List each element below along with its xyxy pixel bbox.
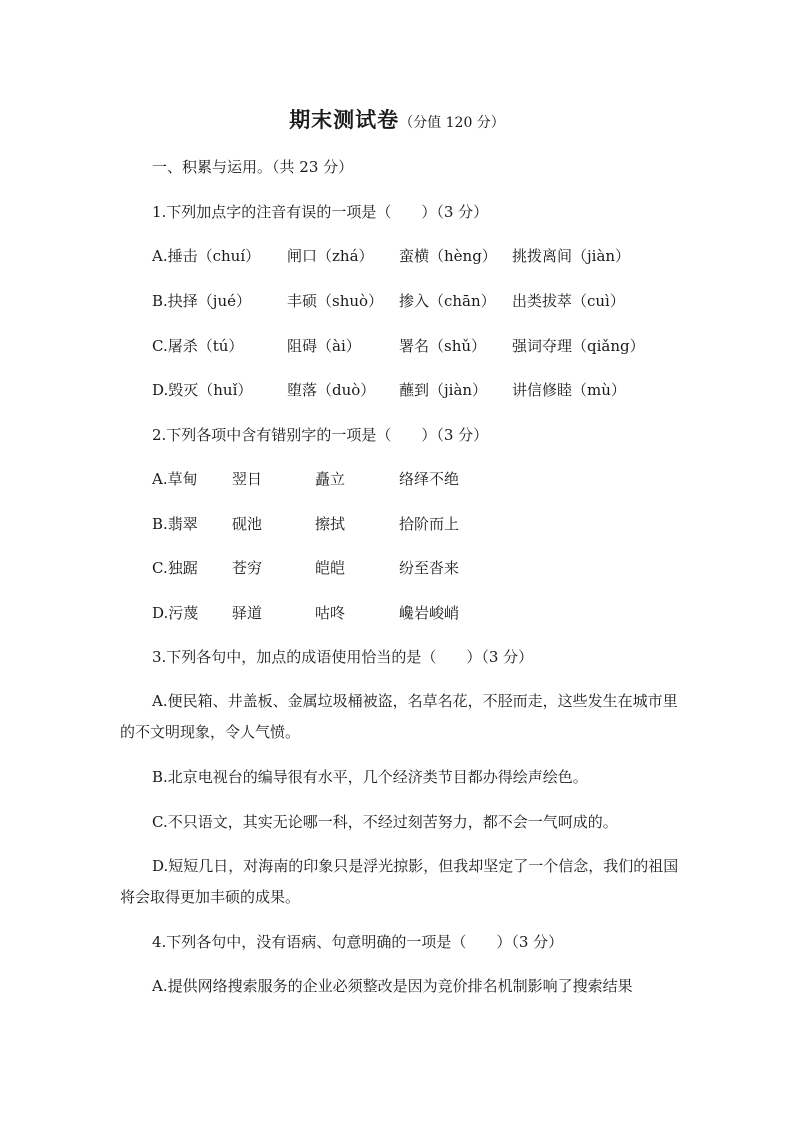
option-item: 矗立 — [315, 470, 346, 488]
option-item: 苍穷 — [232, 559, 263, 577]
question-3-option-b: B.北京电视台的编导很有水平，几个经济类节目都办得绘声绘色。 — [152, 768, 588, 786]
question-1-stem: 1.下列加点字的注音有误的一项是（ ）（3 分） — [152, 203, 489, 221]
option-item: A.草甸 — [152, 470, 198, 488]
question-4-option-a: A.提供网络搜索服务的企业必须整改是因为竞价排名机制影响了搜索结果 — [152, 977, 633, 995]
option-item: 掺入（chān） — [399, 292, 496, 310]
option-item: 咕咚 — [315, 604, 346, 622]
exam-title-score: （分值 120 分） — [399, 115, 505, 131]
option-item: 驿道 — [232, 604, 263, 622]
option-item: 蘸到（jiàn） — [399, 381, 488, 399]
option-item: 出类拔萃（cuì） — [512, 292, 625, 310]
option-item: C.独踞 — [152, 559, 198, 577]
option-item: A.捶击（chuí） — [152, 247, 261, 265]
option-item: 堕落（duò） — [287, 381, 376, 399]
question-4-stem: 4.下列各句中，没有语病、句意明确的一项是（ ）（3 分） — [152, 933, 564, 951]
option-item: 纷至沓来 — [399, 559, 460, 577]
option-item: 拾阶而上 — [399, 515, 460, 533]
question-3-option-a: A.便民箱、井盖板、金属垃圾桶被盗，名草名花，不胫而走，这些发生在城市里的不文明现象，令人气愤。 — [120, 692, 678, 741]
option-item: 擦拭 — [315, 515, 346, 533]
option-item: 丰硕（shuò） — [287, 292, 384, 310]
option-item: 络绎不绝 — [399, 470, 460, 488]
option-item: C.屠杀（tú） — [152, 337, 244, 355]
option-item: 砚池 — [232, 515, 263, 533]
option-item: D.污蔑 — [152, 604, 199, 622]
option-item: 阻碍（ài） — [287, 337, 361, 355]
option-item: 巉岩峻峭 — [399, 604, 460, 622]
exam-title-main: 期末测试卷 — [289, 107, 400, 132]
question-3-stem: 3.下列各句中，加点的成语使用恰当的是（ ）（3 分） — [152, 648, 534, 666]
question-2-stem: 2.下列各项中含有错别字的一项是（ ）（3 分） — [152, 426, 489, 444]
option-item: 翌日 — [232, 470, 263, 488]
option-item: 蛮横（hèng） — [399, 247, 497, 265]
option-item: 闸口（zhá） — [287, 247, 374, 265]
question-3-option-c: C.不只语文，其实无论哪一科，不经过刻苦努力，都不会一气呵成的。 — [152, 813, 618, 831]
option-item: B.抉择（jué） — [152, 292, 251, 310]
option-item: B.翡翠 — [152, 515, 198, 533]
option-item: 皑皑 — [315, 559, 346, 577]
section-heading: 一、积累与运用。（共 23 分） — [152, 158, 354, 176]
option-item: 署名（shǔ） — [399, 337, 487, 355]
option-item: 挑拨离间（jiàn） — [512, 247, 631, 265]
option-item: 强词夺理（qiǎng） — [512, 337, 645, 355]
option-item: 讲信修睦（mù） — [512, 381, 626, 399]
option-item: D.毁灭（huǐ） — [152, 381, 253, 399]
exam-title — [0, 104, 794, 134]
question-3-option-d: D.短短几日，对海南的印象只是浮光掠影，但我却坚定了一个信念，我们的祖国将会取得更加丰硕的成果。 — [120, 857, 679, 906]
